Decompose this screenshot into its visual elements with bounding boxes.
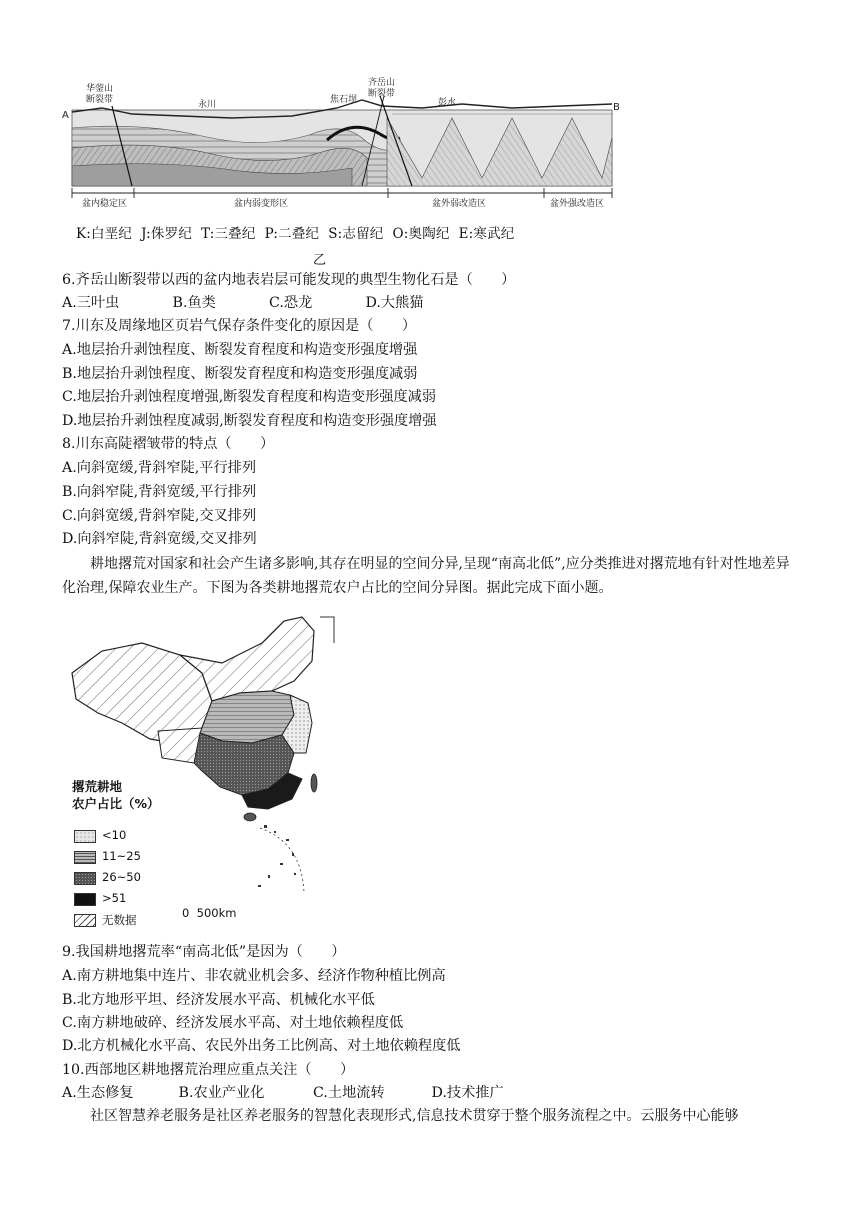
legend-label: 26~50 [102, 870, 141, 884]
pengshui-label: 彭水 [438, 98, 457, 108]
scale-label: 0 500km [182, 906, 237, 920]
question-10-options [62, 1083, 504, 1103]
passage-farmland: 耕地撂荒对国家和社会产生诸多影响,其存在明显的空间分异,呈现“南高北低”,应分类推进对撂荒地有针对性地差异化治理,保障农业生产。下图为各类耕地撂荒农户占比的空间分异图。据此完成下面小题。 [62, 556, 790, 596]
question-8-option-c: C.向斜宽缓,背斜窄陡,交叉排列 [62, 508, 257, 524]
legend-label: >51 [102, 891, 127, 905]
question-9-option-a: A.南方耕地集中连片、非农就业机会多、经济作物种植比例高 [62, 968, 446, 984]
legend-label: 无数据 [102, 913, 137, 927]
huaying-fault-label: 华蓥山 断裂带 [86, 84, 114, 105]
question-9-option-c: C.南方耕地破碎、经济发展水平高、对土地依赖程度低 [62, 1015, 404, 1031]
question-6-options [62, 293, 424, 313]
yongchuan-label: 永川 [198, 100, 217, 110]
question-7-option-b: B.地层抬升剥蚀程度、断裂发育程度和构造变形强度减弱 [62, 366, 418, 382]
legend-subtitle: 农户占比（%） [72, 796, 160, 811]
legend-swatch-lt10 [74, 830, 96, 843]
option: C.土地流转 [313, 1085, 385, 1101]
legend-swatch-11-25 [74, 851, 96, 864]
zone-label: 盆外强改造区 [550, 199, 605, 209]
question-9-stem: 9.我国耕地撂荒率“南高北低”是因为（ ） [62, 944, 346, 960]
option: A.三叶虫 [62, 295, 120, 311]
question-9-option-b: B.北方地形平坦、经济发展水平高、机械化水平低 [62, 992, 375, 1008]
point-a-label: A [62, 110, 69, 121]
question-8-stem: 8.川东高陡褶皱带的特点（ ） [62, 436, 275, 452]
figure-caption: 乙 [313, 253, 327, 268]
china-map-figure [62, 603, 352, 933]
option: B.农业产业化 [178, 1085, 265, 1101]
zone-label: 盆外弱改造区 [432, 199, 487, 209]
option: D.大熊猫 [365, 295, 424, 311]
passage-smart-elderly-care: 社区智慧养老服务是社区养老服务的智慧化表现形式,信息技术贯穿于整个服务流程之中。云服务中心能够 [90, 1108, 739, 1124]
zone-label: 盆内弱变形区 [234, 199, 289, 209]
legend-title: 撂荒耕地 [72, 779, 123, 794]
question-9-option-d: D.北方机械化水平高、农民外出务工比例高、对土地依赖程度低 [62, 1038, 461, 1054]
legend-label: 11~25 [102, 849, 141, 863]
strata-legend: K:白垩纪 J:侏罗纪 T:三叠纪 P:二叠纪 S:志留纪 O:奥陶纪 E:寒武纪 [76, 226, 515, 242]
jiaoshiba-label: 焦石坝 [330, 95, 358, 105]
legend-swatch-gt51 [74, 893, 96, 906]
legend-label: <10 [102, 828, 127, 842]
legend-swatch-26-50 [74, 872, 96, 885]
option: A.生态修复 [62, 1085, 134, 1101]
option: D.技术推广 [431, 1085, 504, 1101]
zone-label: 盆内稳定区 [82, 199, 128, 209]
qiyue-fault-label: 齐岳山 断裂带 [368, 78, 396, 99]
cross-section-figure [62, 78, 622, 248]
question-7-stem: 7.川东及周缘地区页岩气保存条件变化的原因是（ ） [62, 318, 417, 334]
option: B.鱼类 [172, 295, 216, 311]
question-7-option-d: D.地层抬升剥蚀程度减弱,断裂发育程度和构造变形强度增强 [62, 413, 437, 429]
question-8-option-d: D.向斜窄陡,背斜宽缓,交叉排列 [62, 531, 257, 547]
option: C.恐龙 [269, 295, 313, 311]
question-8-option-b: B.向斜窄陡,背斜宽缓,平行排列 [62, 484, 257, 500]
question-7-option-a: A.地层抬升剥蚀程度、断裂发育程度和构造变形强度增强 [62, 342, 418, 358]
point-b-label: B [613, 102, 620, 113]
legend-swatch-nodata [74, 914, 96, 927]
question-6-stem: 6.齐岳山断裂带以西的盆内地表岩层可能发现的典型生物化石是（ ） [62, 272, 516, 288]
question-8-option-a: A.向斜宽缓,背斜窄陡,平行排列 [62, 460, 257, 476]
question-7-option-c: C.地层抬升剥蚀程度增强,断裂发育程度和构造变形强度减弱 [62, 389, 437, 405]
question-10-stem: 10.西部地区耕地撂荒治理应重点关注（ ） [62, 1062, 355, 1078]
